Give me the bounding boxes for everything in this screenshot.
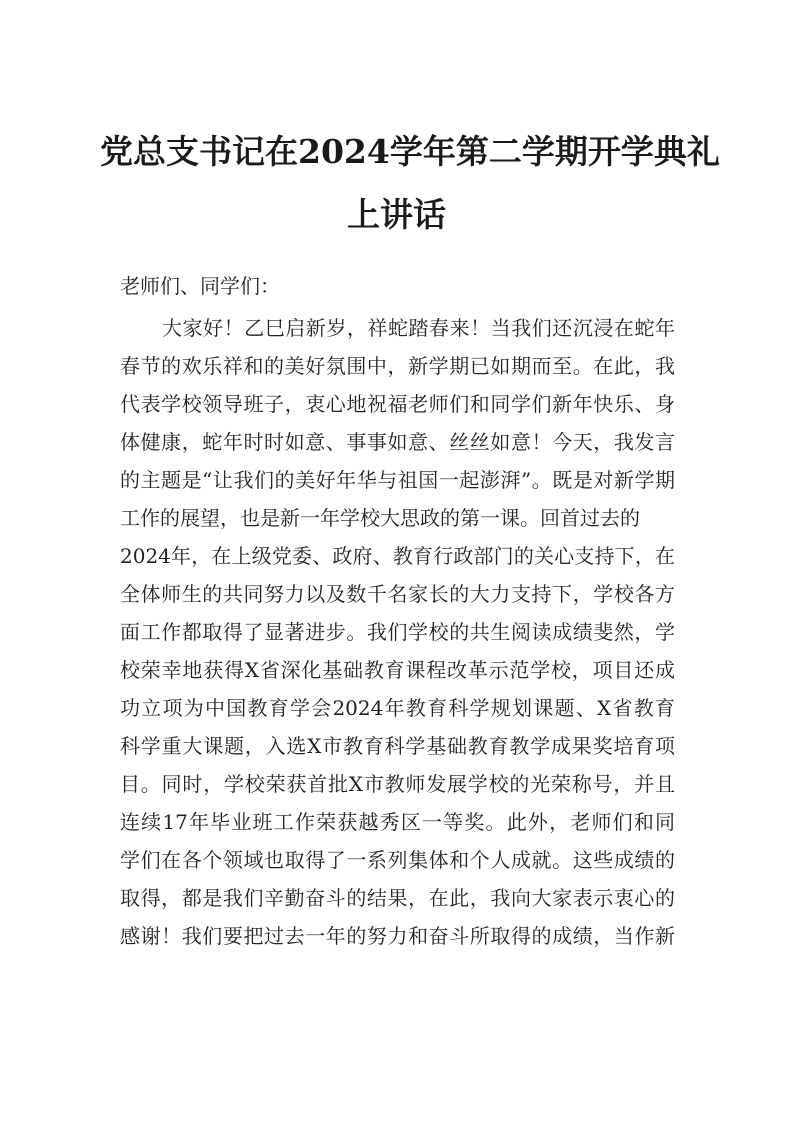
salutation: 老师们、同学们： xyxy=(120,274,280,298)
body-line: 科学重大课题，入选X市教育科学基础教育教学成果奖培育项 xyxy=(120,734,675,758)
body-line: 工作的展望，也是新一年学校大思政的第一课。回首过去的 xyxy=(120,506,640,530)
body-line: 感谢！我们要把过去一年的努力和奋斗所取得的成绩，当作新 xyxy=(120,924,675,948)
body-line: 目。同时，学校荣获首批X市教师发展学校的光荣称号，并且 xyxy=(120,772,675,796)
body-line: 的主题是“让我们的美好年华与祖国一起澎湃”。既是对新学期 xyxy=(120,468,675,492)
document-title-line-1: 党总支书记在2024学年第二学期开学典礼 xyxy=(100,132,720,171)
body-line: 连续17年毕业班工作荣获越秀区一等奖。此外，老师们和同 xyxy=(120,810,675,834)
body-line: 学们在各个领域也取得了一系列集体和个人成就。这些成绩的 xyxy=(120,848,675,872)
body-line: 2024年，在上级党委、政府、教育行政部门的关心支持下，在 xyxy=(120,544,675,568)
body-line: 代表学校领导班子，衷心地祝福老师们和同学们新年快乐、身 xyxy=(120,392,675,416)
body-line: 面工作都取得了显著进步。我们学校的共生阅读成绩斐然，学 xyxy=(120,620,675,644)
body-line: 春节的欢乐祥和的美好氛围中，新学期已如期而至。在此，我 xyxy=(120,354,675,378)
body-line: 校荣幸地获得X省深化基础教育课程改革示范学校，项目还成 xyxy=(120,658,675,682)
body-line: 体健康，蛇年时时如意、事事如意、丝丝如意！今天，我发言 xyxy=(120,430,675,454)
body-line: 大家好！乙巳启新岁，祥蛇踏春来！当我们还沉浸在蛇年 xyxy=(162,316,675,340)
body-line: 全体师生的共同努力以及数千名家长的大力支持下，学校各方 xyxy=(120,582,675,606)
speech-body xyxy=(120,316,675,962)
body-line: 取得，都是我们辛勤奋斗的结果，在此，我向大家表示衷心的 xyxy=(120,886,675,910)
body-line: 功立项为中国教育学会2024年教育科学规划课题、X省教育 xyxy=(120,696,675,720)
document-title-line-2: 上讲话 xyxy=(347,195,446,234)
